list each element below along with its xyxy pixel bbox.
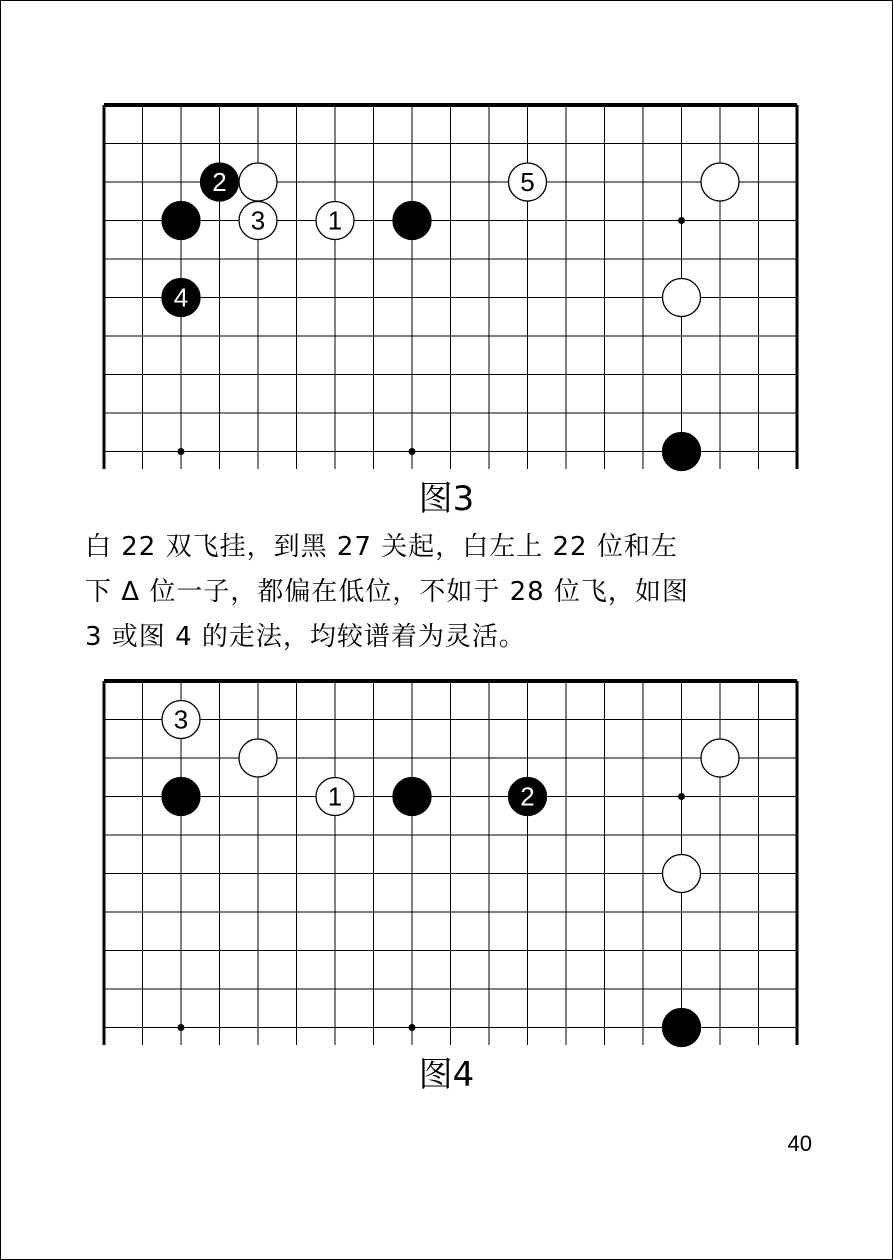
- go-diagram-4: [96, 673, 806, 1053]
- star-point: [178, 448, 185, 455]
- commentary-paragraph: [85, 525, 800, 660]
- star-point: [678, 793, 685, 800]
- star-point: [409, 448, 416, 455]
- white-stone: [663, 855, 701, 893]
- move-number-label: 1: [327, 205, 343, 236]
- move-number-label: 2: [520, 781, 535, 812]
- white-stone: [239, 739, 277, 777]
- diagram-4-caption: 图4: [418, 1055, 475, 1095]
- white-stone: [239, 163, 277, 201]
- black-stone: [393, 202, 431, 240]
- diagram-3-caption: 图3: [418, 479, 475, 519]
- black-stone: [393, 778, 431, 816]
- commentary-line: 下 Δ 位一子，都偏在低位，不如于 28 位飞，如图: [85, 577, 689, 607]
- move-number-label: 1: [327, 781, 343, 812]
- star-point: [409, 1024, 416, 1031]
- black-stone: [162, 202, 200, 240]
- white-stone: [701, 163, 739, 201]
- move-number-label: 2: [212, 167, 227, 197]
- white-stone: [663, 279, 701, 317]
- commentary-line: 白 22 双飞挂，到黑 27 关起，白左上 22 位和左: [85, 532, 678, 562]
- move-number-label: 5: [520, 167, 535, 197]
- black-stone: [663, 433, 701, 471]
- white-stone: [701, 739, 739, 777]
- page-number: 40: [787, 1131, 812, 1156]
- star-point: [178, 1024, 185, 1031]
- black-stone: [162, 778, 200, 816]
- move-number-label: 4: [173, 282, 189, 313]
- move-number-label: 3: [250, 205, 266, 236]
- black-stone: [663, 1009, 701, 1047]
- commentary-line: 3 或图 4 的走法，均较谱着为灵活。: [85, 622, 526, 652]
- star-point: [678, 217, 685, 224]
- move-number-label: 3: [173, 704, 189, 735]
- go-diagram-3: [96, 97, 806, 477]
